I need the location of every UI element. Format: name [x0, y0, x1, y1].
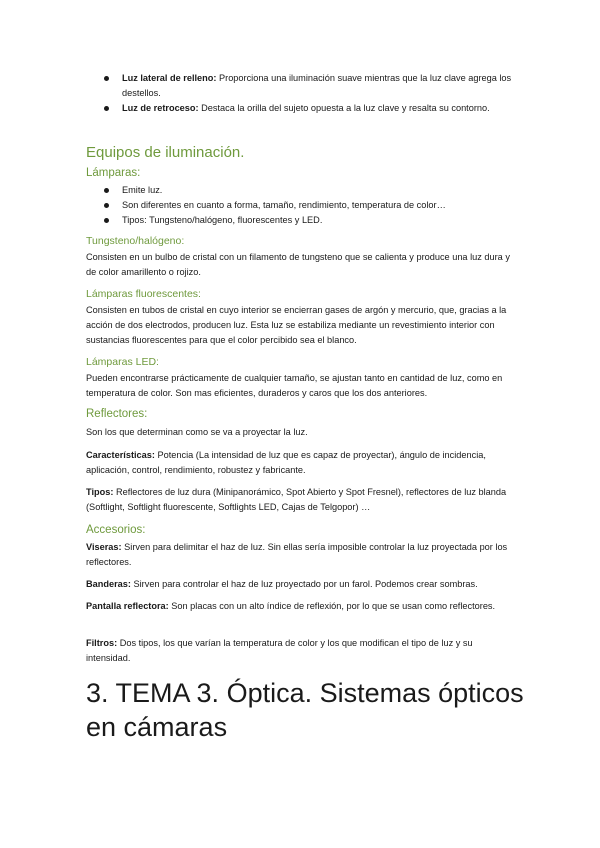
paragraph: Son los que determinan como se va a proyectar la luz.	[86, 427, 308, 437]
list-item	[104, 213, 514, 228]
term: Luz de retroceso:	[122, 103, 199, 113]
bullet-icon	[104, 203, 109, 208]
paragraph	[86, 485, 516, 515]
list-item-text: Tipos: Tungsteno/halógeno, fluorescentes y LED.	[122, 215, 323, 225]
paragraph	[86, 636, 516, 666]
subsection-heading: Lámparas fluorescentes:	[86, 288, 201, 300]
term: Luz lateral de relleno:	[122, 73, 217, 83]
paragraph	[86, 448, 516, 478]
list-item	[104, 101, 514, 116]
paragraph: Consisten en un bulbo de cristal con un filamento de tungsteno que se calienta y produce una luz dura y de color amarillento o rojizo.	[86, 252, 510, 277]
subsection-heading: Lámparas LED:	[86, 356, 159, 368]
definition: Proporciona una iluminación suave mientras que la luz clave agrega los destellos.	[122, 73, 512, 98]
subsection-heading: Accesorios:	[86, 524, 146, 536]
definition: Reflectores de luz dura (Minipanorámico, Spot Abierto y Spot Fresnel), reflectores de luz blanda (Softlight, Softlight fluorescente, Softlights LED, Cajas de Telgopor) …	[86, 487, 507, 512]
subsection-heading: Tungsteno/halógeno:	[86, 235, 185, 247]
list-item-text: Son diferentes en cuanto a forma, tamaño, rendimiento, temperatura de color…	[122, 200, 446, 210]
subsection-heading: Lámparas:	[86, 167, 141, 179]
list-item	[104, 183, 514, 198]
paragraph	[86, 540, 516, 570]
paragraph	[86, 599, 516, 614]
paragraph: Consisten en tubos de cristal en cuyo interior se encierran gases de argón y mercurio, que, gracias a la acción de dos electrodos, producen luz. Esta luz se estabiliza mediante un revestimiento interior con sustancias fluorescentes para que el color percibido sea el blanco.	[86, 305, 507, 345]
definition: Dos tipos, los que varían la temperatura de color y los que modifican el tipo de luz y su intensidad.	[86, 638, 473, 663]
definition: Son placas con un alto índice de reflexión, por lo que se usan como reflectores.	[168, 601, 496, 611]
definition: Sirven para controlar el haz de luz proyectado por un farol. Podemos crear sombras.	[130, 579, 478, 589]
term: Filtros:	[86, 638, 118, 648]
paragraph: Pueden encontrarse prácticamente de cualquier tamaño, se ajustan tanto en cantidad de luz, como en temperatura de color. Son mas eficientes, duraderos y caros que los dos anteriores.	[86, 373, 503, 398]
section-heading: Equipos de iluminación.	[86, 144, 245, 161]
list-item	[104, 71, 514, 101]
chapter-title: 3. TEMA 3. Óptica. Sistemas ópticos en cámaras	[86, 678, 524, 742]
term: Características:	[86, 450, 155, 460]
definition: Potencia (La intensidad de luz que es capaz de proyectar), ángulo de incidencia, aplicación, control, rendimiento, robustez y fabricante.	[86, 450, 486, 475]
term: Tipos:	[86, 487, 114, 497]
bullet-icon	[104, 188, 109, 193]
term: Pantalla reflectora:	[86, 601, 169, 611]
term: Viseras:	[86, 542, 122, 552]
term: Banderas:	[86, 579, 131, 589]
paragraph	[86, 577, 516, 592]
list-item-text: Emite luz.	[122, 185, 163, 195]
list-item	[104, 198, 514, 213]
bullet-icon	[104, 218, 109, 223]
definition: Sirven para delimitar el haz de luz. Sin ellas sería imposible controlar la luz proyectada por los reflectores.	[86, 542, 508, 567]
bullet-icon	[104, 106, 109, 111]
bullet-icon	[104, 76, 109, 81]
definition: Destaca la orilla del sujeto opuesta a la luz clave y resalta su contorno.	[198, 103, 490, 113]
subsection-heading: Reflectores:	[86, 408, 148, 420]
